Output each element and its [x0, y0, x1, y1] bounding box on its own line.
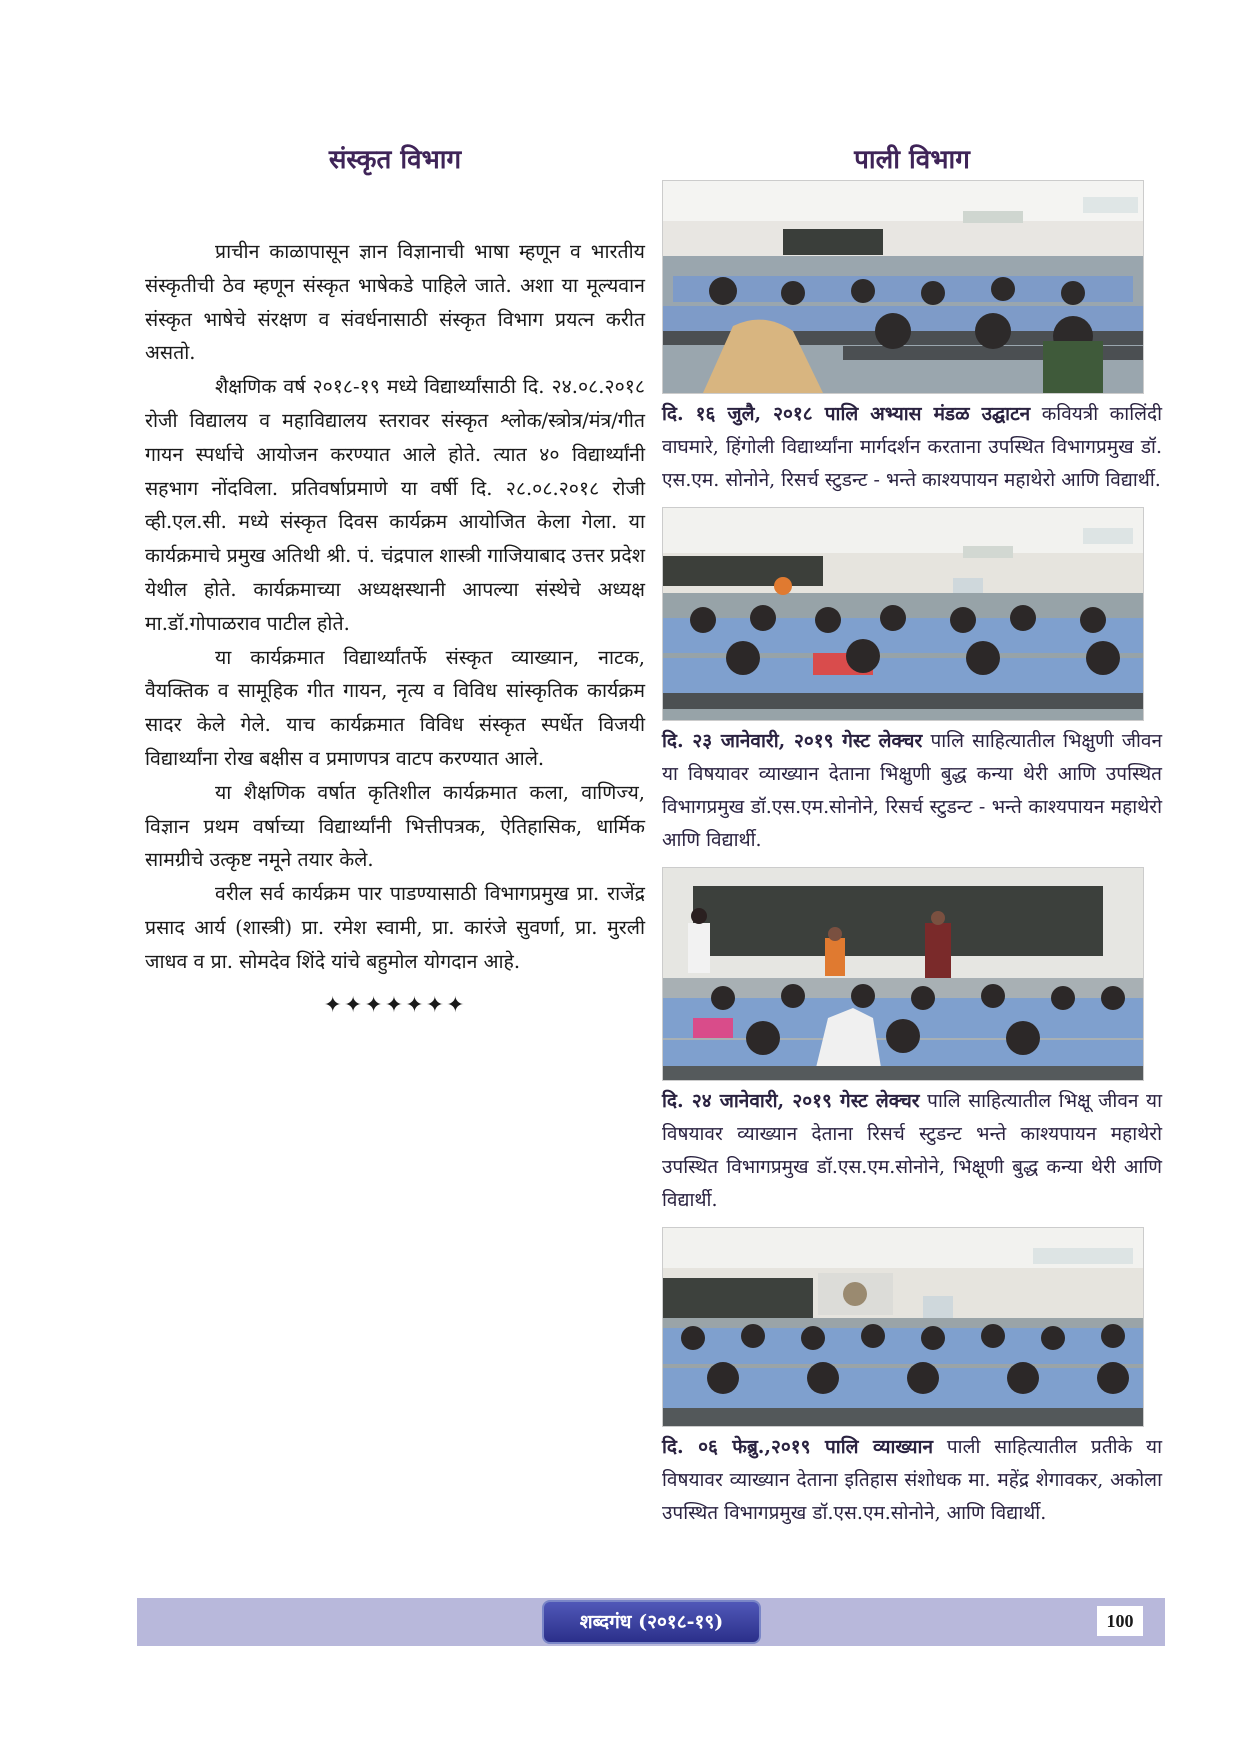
photo-caption-1	[662, 398, 1162, 497]
caption-1-text: कवियत्री कालिंदी वाघमारे, हिंगोली विद्यार्थ्यांना मार्गदर्शन करताना उपस्थित विभागप्रमुख डॉ. एस.एम. सोनोने, रिसर्च स्टुडन्ट - भन्ते काश्यपायन महाथेरो आणि विद्यार्थी.	[662, 403, 1163, 491]
sanskrit-heading: संस्कृत विभाग	[328, 145, 462, 175]
sanskrit-paragraph: वरील सर्व कार्यक्रम पार पाडण्यासाठी विभागप्रमुख प्रा. राजेंद्र प्रसाद आर्य (शास्त्री) प्रा. रमेश स्वामी, प्रा. कारंजे सुवर्णा, प्रा. मुरली जाधव व प्रा. सोमदेव शिंदे यांचे बहुमोल योगदान आहे.	[145, 882, 645, 973]
caption-4-title: दि. ०६ फेब्रु.,२०१९ पालि व्याख्यान	[662, 1436, 933, 1458]
classroom-photo-1	[662, 180, 1144, 394]
magazine-title: शब्दगंध (२०१८-१९)	[542, 1600, 761, 1644]
caption-2-text: पालि साहित्यातील भिक्षुणी जीवन या विषयावर व्याख्यान देताना भिक्षुणी बुद्ध कन्या थेरी आणि उपस्थित विभागप्रमुख डॉ.एस.एम.सोनोने, रिसर्च स्टुडन्ट - भन्ते काश्यपायन महाथेरो आणि विद्यार्थी.	[662, 730, 1162, 851]
caption-3-text: पालि साहित्यातील भिक्षू जीवन या विषयावर व्याख्यान देताना रिसर्च स्टुडन्ट भन्ते काश्यपायन महाथेरो उपस्थित विभागप्रमुख डॉ.एस.एम.सोनोने, भिक्षूणी बुद्ध कन्या थेरी आणि विद्यार्थी.	[662, 1090, 1162, 1211]
sanskrit-paragraph: या शैक्षणिक वर्षात कृतिशील कार्यक्रमात कला, वाणिज्य, विज्ञान प्रथम वर्षाच्या विद्यार्थ्यांनी भित्तीपत्रक, ऐतिहासिक, धार्मिक सामग्रीचे उत्कृष्ट नमूने तयार केले.	[145, 780, 645, 872]
photo-caption-4	[662, 1431, 1162, 1530]
photo-caption-3	[662, 1085, 1162, 1217]
classroom-photo-2-image	[663, 508, 1143, 720]
page-footer	[137, 1598, 1165, 1646]
photo-caption-2	[662, 725, 1162, 857]
classroom-photo-1-image	[663, 181, 1143, 393]
classroom-photo-2	[662, 507, 1144, 721]
page-number: 100	[1097, 1606, 1143, 1636]
caption-2-title: दि. २३ जानेवारी, २०१९ गेस्ट लेक्चर	[662, 730, 923, 752]
classroom-photo-4-image	[663, 1228, 1143, 1426]
sanskrit-paragraph: प्राचीन काळापासून ज्ञान विज्ञानाची भाषा म्हणून व भारतीय संस्कृतीची ठेव म्हणून संस्कृत भाषेकडे पाहिले जाते. अशा या मूल्यवान संस्कृत भाषेचे संरक्षण व संवर्धनासाठी संस्कृत विभाग प्रयत्न करीत असतो.	[145, 240, 645, 365]
sanskrit-paragraph: या कार्यक्रमात विद्यार्थ्यांतर्फे संस्कृत व्याख्यान, नाटक, वैयक्तिक व सामूहिक गीत गायन, नृत्य व विविध सांस्कृतिक कार्यक्रम सादर केले गेले. याच कार्यक्रमात विविध संस्कृत स्पर्धेत विजयी विद्यार्थ्यांना रोख बक्षीस व प्रमाणपत्र वाटप करण्यात आले.	[145, 645, 645, 770]
ornament-divider: ✦✦✦✦✦✦✦	[323, 992, 467, 1018]
pali-section	[662, 140, 1162, 1530]
caption-4-text: पाली साहित्यातील प्रतीके या विषयावर व्याख्यान देताना इतिहास संशोधक मा. महेंद्र शेगावकर, अकोला उपस्थित विभागप्रमुख डॉ.एस.एम.सोनोने, आणि विद्यार्थी.	[662, 1436, 1162, 1524]
classroom-photo-3	[662, 867, 1144, 1081]
classroom-photo-3-image	[663, 868, 1143, 1080]
sanskrit-section	[145, 140, 645, 1018]
caption-3-title: दि. २४ जानेवारी, २०१९ गेस्ट लेक्चर	[662, 1090, 920, 1112]
caption-1-title: दि. १६ जुलै, २०१८ पालि अभ्यास मंडळ उद्घाटन	[662, 403, 1031, 425]
sanskrit-paragraph: शैक्षणिक वर्ष २०१८-१९ मध्ये विद्यार्थ्यांसाठी दि. २४.०८.२०१८ रोजी विद्यालय व महाविद्यालय स्तरावर संस्कृत श्लोक/स्त्रोत्र/मंत्र/गीत गायन स्पर्धाचे आयोजन करण्यात आले होते. त्यात ४० विद्यार्थ्यांनी सहभाग नोंदविला. प्रतिवर्षाप्रमाणे या वर्षी दि. २८.०८.२०१८ रोजी व्ही.एल.सी. मध्ये संस्कृत दिवस कार्यक्रम आयोजित केला गेला. या कार्यक्रमाचे प्रमुख अतिथी श्री. पं. चंद्रपाल शास्त्री गाजियाबाद उत्तर प्रदेश येथील होते. कार्यक्रमाच्या अध्यक्षस्थानी आपल्या संस्थेचे अध्यक्ष मा.डॉ.गोपाळराव पाटील होते.	[145, 375, 645, 635]
pali-heading: पाली विभाग	[854, 145, 970, 175]
sanskrit-body	[145, 235, 645, 979]
classroom-photo-4	[662, 1227, 1144, 1427]
